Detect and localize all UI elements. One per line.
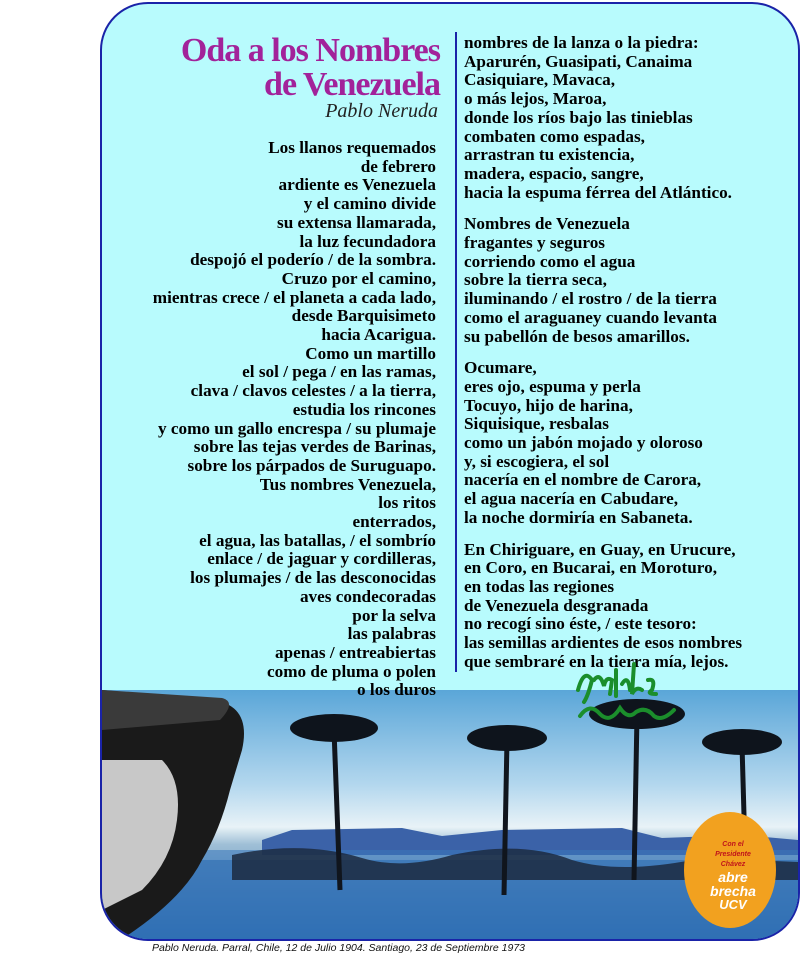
poem-line: que sembraré en la tierra mía, lejos. <box>464 651 729 671</box>
poem-line: sobre los párpados de Suruguapo. <box>187 455 436 475</box>
column-divider <box>455 32 457 672</box>
caption: Pablo Neruda. Parral, Chile, 12 de Julio 1904. Santiago, 23 de Septiembre 1973 <box>152 942 525 954</box>
poem-line: estudia los rincones <box>292 399 436 419</box>
poem-line: Tus nombres Venezuela, <box>259 474 436 494</box>
poem-line: desde Barquisimeto <box>291 306 436 326</box>
poem-left-column <box>110 139 436 700</box>
badge-line1: Con el <box>722 841 744 848</box>
poem-line: el agua nacería en Cabudare, <box>464 489 679 509</box>
poem-line: fragantes y seguros <box>464 233 605 253</box>
poem-line: Siquisique, resbalas <box>464 414 609 434</box>
poem-line: eres ojo, espuma y perla <box>464 376 641 396</box>
poem-line: nacería en el nombre de Carora, <box>464 470 702 490</box>
poem-line: Nombres de Venezuela <box>464 214 630 234</box>
poem-line: y el camino divide <box>303 194 436 214</box>
poem-line: de febrero <box>360 156 436 176</box>
poem-line: las palabras <box>347 624 436 644</box>
poem-line: como el araguaney cuando levanta <box>464 307 718 327</box>
poem-line: la luz fecundadora <box>299 231 436 251</box>
poem-line: Cruzo por el camino, <box>281 268 436 288</box>
landscape-illustration <box>102 690 798 939</box>
poem-line: despojó el poderío / de la sombra. <box>190 250 436 270</box>
poem-line: en Coro, en Bucarai, en Moroturo, <box>464 558 718 578</box>
poem-stanza <box>464 34 794 202</box>
poem-line: como de pluma o polen <box>266 661 436 681</box>
poem-line: o más lejos, Maroa, <box>464 89 607 109</box>
poem-line: y como un gallo encrespa / su plumaje <box>157 418 436 438</box>
poem-line: en todas las regiones <box>464 576 615 596</box>
poem-line: el agua, las batallas, / el sombrío <box>199 530 436 550</box>
badge-line3: Chávez <box>720 861 746 868</box>
poem-line: enlace / de jaguar y cordilleras, <box>207 549 436 569</box>
poem-line: hacia la espuma férrea del Atlántico. <box>464 182 732 202</box>
poem-author: Pablo Neruda <box>325 100 438 122</box>
ucv-badge <box>698 840 768 912</box>
poem-line: clava / clavos celestes / a la tierra, <box>190 381 436 401</box>
poem-line: Aparurén, Guasipati, Canaima <box>464 51 693 71</box>
poem-line: los ritos <box>378 493 436 513</box>
poem-line: los plumajes / de las desconocidas <box>190 568 436 588</box>
poem-line: no recogí sino éste, / este tesoro: <box>464 614 697 634</box>
poem-right-column <box>464 34 794 685</box>
poem-line: por la selva <box>352 605 436 625</box>
poem-line: ardiente es Venezuela <box>278 175 436 195</box>
poem-line: combaten como espadas, <box>464 126 645 146</box>
poem-line: como un jabón mojado y oloroso <box>464 433 703 453</box>
poem-line: y, si escogiera, el sol <box>464 451 610 471</box>
poem-line: apenas / entreabiertas <box>274 642 436 662</box>
poem-line: las semillas ardientes de esos nombres <box>464 633 743 653</box>
poem-line: de Venezuela desgranada <box>464 595 649 615</box>
badge-line2: Presidente <box>715 851 751 858</box>
poem-line: En Chiriguare, en Guay, en Urucure, <box>464 539 736 559</box>
poem-line: enterrados, <box>352 512 436 532</box>
poem-line: Ocumare, <box>464 358 537 378</box>
poem-line: iluminando / el rostro / de la tierra <box>464 289 717 309</box>
poem-line: sobre las tejas verdes de Barinas, <box>193 437 436 457</box>
poem-line: su pabellón de besos amarillos. <box>464 326 690 346</box>
poem-line: sobre la tierra seca, <box>464 270 607 290</box>
poem-line: la noche dormiría en Sabaneta. <box>464 507 693 527</box>
palms-and-tepuis-image <box>102 690 798 939</box>
poem-stanza <box>464 359 794 527</box>
poem-line: el sol / pega / en las ramas, <box>242 362 436 382</box>
poem-line: su extensa llamarada, <box>277 212 436 232</box>
poem-title <box>160 34 440 102</box>
poem-line: o los duros <box>357 680 436 700</box>
poem-stanza <box>464 215 794 346</box>
badge-line4: abre <box>718 869 748 885</box>
poem-line: hacia Acarigua. <box>321 325 436 345</box>
poem-line: Casiquiare, Mavaca, <box>464 70 616 90</box>
poem-line: Como un martillo <box>305 343 436 363</box>
poem-line: donde los ríos bajo las tinieblas <box>464 107 693 127</box>
poem-line: madera, espacio, sangre, <box>464 163 644 183</box>
poem-line: arrastran tu existencia, <box>464 145 635 165</box>
poem-line: corriendo como el agua <box>464 251 636 271</box>
poem-title-line2: de Venezuela <box>264 66 440 103</box>
signature-mark <box>570 650 690 730</box>
poem-line: mientras crece / el planeta a cada lado, <box>152 287 436 307</box>
poem-title-line1: Oda a los Nombres <box>180 32 440 69</box>
poem-line: Tocuyo, hijo de harina, <box>464 395 633 415</box>
poem-line: nombres de la lanza o la piedra: <box>464 33 699 52</box>
badge-line5: brecha <box>710 883 756 899</box>
badge-line6: UCV <box>719 897 747 912</box>
poem-line: Los llanos requemados <box>268 138 436 157</box>
poem-line: aves condecoradas <box>299 586 436 606</box>
